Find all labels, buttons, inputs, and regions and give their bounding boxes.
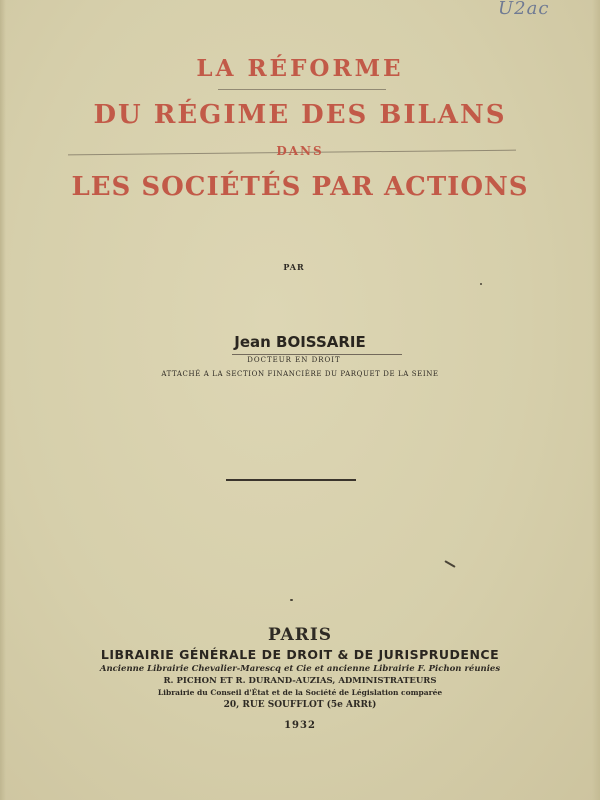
title-line-2: DU RÉGIME DES BILANS	[93, 100, 507, 130]
author-position: ATTACHÉ A LA SECTION FINANCIÈRE DU PARQUET DE LA SEINE	[161, 370, 439, 378]
divider-rule	[226, 479, 356, 481]
publication-year: 1932	[284, 720, 316, 731]
publisher-affiliation: Librairie du Conseil d'État et de la Société de Législation comparée	[157, 688, 443, 697]
publisher-administrators: R. PICHON ET R. DURAND-AUZIAS, ADMINISTRATEURS	[163, 676, 437, 686]
author-degree: DOCTEUR EN DROIT	[247, 356, 341, 364]
title-line-3: DANS	[276, 144, 324, 158]
publisher-former-names: Ancienne Librairie Chevalier-Marescq et Cie et ancienne Librairie F. Pichon réunies	[99, 664, 501, 674]
paper-blemish	[444, 560, 455, 568]
handwritten-shelfmark: U2ac	[498, 0, 550, 19]
pencil-underline-1	[218, 89, 386, 90]
publisher-name: LIBRAIRIE GÉNÉRALE DE DROIT & DE JURISPRUDENCE	[100, 647, 500, 662]
paper-speck	[290, 599, 293, 601]
publisher-address: 20, RUE SOUFFLOT (5e ARRt)	[223, 700, 377, 710]
author-underline	[232, 354, 402, 355]
title-line-1: LA RÉFORME	[196, 55, 404, 82]
title-line-4: LES SOCIÉTÉS PAR ACTIONS	[71, 172, 529, 202]
publisher-city: PARIS	[267, 625, 333, 645]
author-name: Jean BOISSARIE	[234, 333, 366, 351]
paper-speck	[480, 283, 482, 285]
by-label: PAR	[283, 262, 305, 272]
